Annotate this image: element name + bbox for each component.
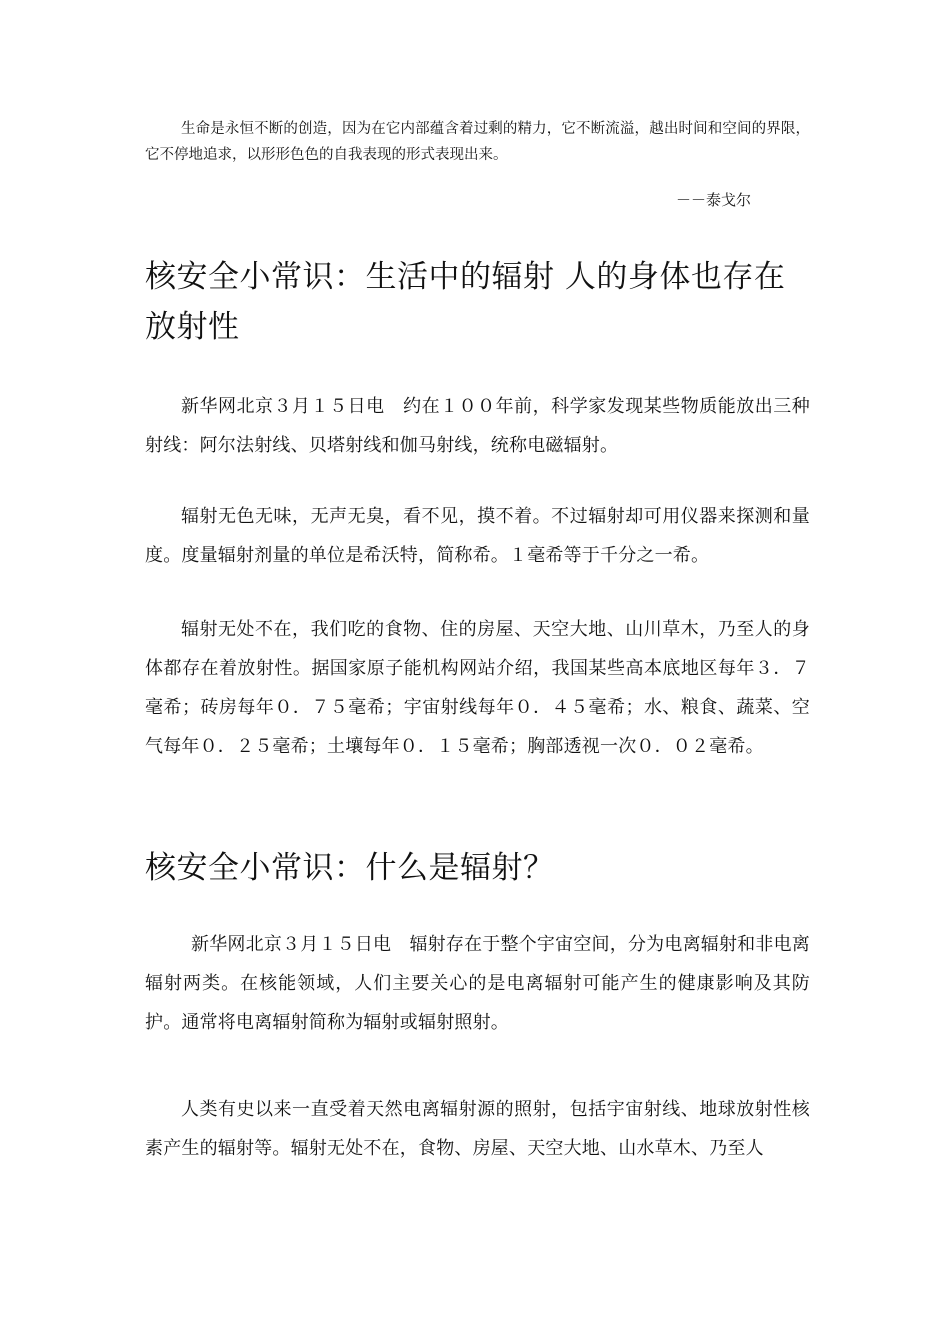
article1-paragraph-2: 辐射无色无味，无声无臭，看不见，摸不着。不过辐射却可用仪器来探测和量度。度量辐射剂量的单位是希沃特，简称希。１毫希等于千分之一希。 [145,506,810,566]
article1-paragraph-1: 新华网北京３月１５日电 约在１００年前，科学家发现某些物质能放出三种射线：阿尔法射线、贝塔射线和伽马射线，统称电磁辐射。 [145,396,810,456]
epigraph-author: －－泰戈尔 [676,191,752,209]
article2-paragraph-2: 人类有史以来一直受着天然电离辐射源的照射，包括宇宙射线、地球放射性核素产生的辐射等。辐射无处不在，食物、房屋、天空大地、山水草木、乃至人 [145,1099,810,1159]
article2-paragraph-1: 新华网北京３月１５日电 辐射存在于整个宇宙空间，分为电离辐射和非电离辐射两类。在核能领域，人们主要关心的是电离辐射可能产生的健康影响及其防护。通常将电离辐射简称为辐射或辐射照射。 [145,934,810,1033]
article-title-what-is-radiation: 核安全小常识：什么是辐射？ [145,850,555,886]
epigraph-quote: 生命是永恒不断的创造，因为在它内部蕴含着过剩的精力，它不断流溢，越出时间和空间的界限，它不停地追求，以形形色色的自我表现的形式表现出来。 [145,121,810,163]
article1-paragraph-3: 辐射无处不在，我们吃的食物、住的房屋、天空大地、山川草木，乃至人的身体都存在着放射性。据国家原子能机构网站介绍，我国某些高本底地区每年３．７毫希；砖房每年０．７５毫希；宇宙射线每年０．４５毫希；水、粮食、蔬菜、空气每年０．２５毫希；土壤每年０．１５毫希；胸部透视一次０．０２毫希。 [145,619,810,757]
article-title-radiation-in-life: 核安全小常识：生活中的辐射 人的身体也存在放射性 [145,259,786,345]
